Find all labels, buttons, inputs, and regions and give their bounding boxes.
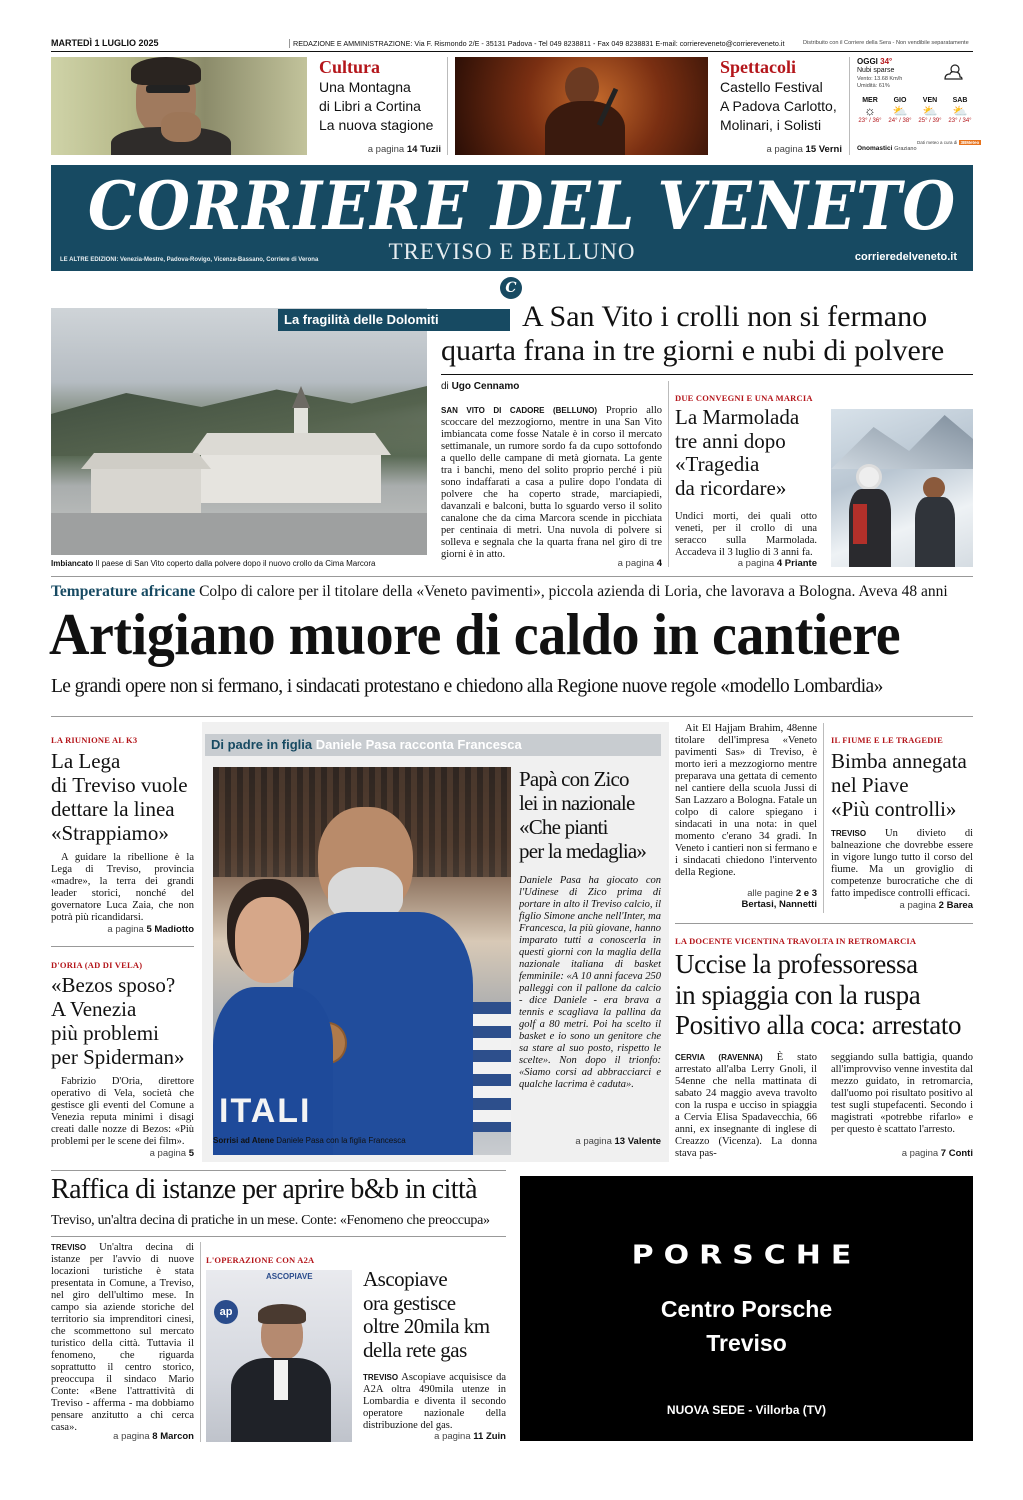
ref-page: 2 e 3 (795, 888, 817, 899)
bnb-ref[interactable] (51, 1431, 194, 1442)
caption-bold: Sorrisi ad Atene (213, 1136, 275, 1145)
ascopiave-body-text: Ascopiave acquisisce da A2A oltra 490mila utenze in Lombardia e diventa il secondo operatore nazionale della distribuzione del gas. (363, 1372, 506, 1431)
headline-line: «Bezos sposo? (51, 973, 176, 997)
marmolada-headline[interactable] (675, 406, 830, 500)
headline-line: più problemi (51, 1021, 159, 1045)
ruspa-body-1 (675, 1052, 817, 1160)
ref-author: Bertasi, Nannetti (741, 899, 817, 910)
ref-author: Valente (627, 1136, 661, 1147)
headline-line: lei in nazionale (519, 791, 635, 815)
weather-day-name: VEN (922, 97, 938, 104)
pasa-box (202, 722, 669, 1162)
bottom-column-divider (200, 1242, 201, 1442)
left-divider (51, 946, 194, 947)
doria-ref[interactable] (51, 1148, 194, 1159)
ref-page: 4 (776, 558, 783, 569)
ascopiave-dateline: TREVISO (363, 1373, 399, 1382)
main-summary-line (51, 583, 981, 601)
bnb-headline[interactable]: Raffica di istanze per aprire b&b in città (51, 1174, 477, 1205)
ref-prefix: a pagina (434, 1431, 471, 1442)
dolomiti-dateline: SAN VITO DI CADORE (BELLUNO) (441, 406, 597, 415)
caption-text: Daniele Pasa con la figlia Francesca (276, 1136, 406, 1145)
weather-day (855, 97, 885, 124)
weather-humidity: Umidità: 61% (857, 83, 890, 89)
headline-line: tre anni dopo (675, 428, 786, 453)
ascopiave-ref[interactable] (363, 1431, 506, 1442)
weather-source-brand: 3BMeteo (960, 140, 980, 145)
cultura-line-1[interactable]: Una Montagna (319, 79, 411, 95)
weather-condition: Nubi sparse (857, 67, 895, 74)
ref-prefix: a pagina (766, 144, 803, 155)
ref-prefix: a pagina (575, 1136, 612, 1147)
main-top-rule (51, 576, 973, 577)
headline-line: nel Piave (831, 773, 909, 797)
piave-headline[interactable] (831, 749, 976, 821)
headline-line: La Marmolada (675, 405, 800, 429)
weather-day-name: SAB (952, 97, 968, 104)
ref-page: 2 (938, 900, 944, 911)
cultura-line-2[interactable]: di Libri a Cortina (319, 98, 421, 114)
lega-headline[interactable] (51, 749, 196, 845)
headline-line: della rete gas (363, 1337, 467, 1362)
pasa-label-b: Daniele Pasa racconta Francesca (315, 737, 522, 752)
saints-label: Onomastici (857, 145, 893, 152)
weather-day-name: GIO (893, 97, 907, 104)
dolomiti-headline-1[interactable]: A San Vito i crolli non si fermano (522, 300, 928, 333)
dolomiti-byline (441, 381, 519, 392)
main-headline[interactable]: Artigiano muore di caldo in cantiere (49, 601, 901, 667)
address-line: REDAZIONE E AMMINISTRAZIONE: Via F. Rismondo 2/E - 35131 Padova - Tel 049 8238811 - Fax 049 8238831 E-mail: corriereveneto@corriereveneto.it (289, 39, 799, 48)
marmolada-photo[interactable] (831, 409, 973, 567)
partly-cloudy-icon: ⛅ (922, 104, 938, 118)
lega-kicker: LA RIUNIONE AL K3 (51, 735, 138, 745)
bottom-section-rule (51, 1170, 506, 1171)
main-body: Ait El Hajjam Brahim, 48enne titolare dell'impresa «Veneto pavimenti Sas» di Treviso, è morto ieri a mezzogiorno mentre preparava una gettata di cemento nel cantiere della scuola Jussi di San Lazzaro a Bologna. Fatale un colpo di calore spiegano i sindacati in una nota: in quel momento c'erano 34 gradi. In Veneto i cantieri non si fermano e i sindacati chiedono l'intervento della Regione. (675, 723, 817, 878)
main-summary: Colpo di calore per il titolare della «Veneto pavimenti», piccola azienda di Loria, che lavorava a Bologna. Aveva 48 anni (199, 583, 948, 600)
piave-ref[interactable] (831, 900, 973, 911)
dolomiti-body-text: Proprio allo scoccare del mezzogiorno, mentre in una San Vito imbiancata come fosse Natale è in corso il mercato settimanale, un rumore sordo fa da cupo sottofondo a quello delle campane di metà giornata. La gente tra i banchi, meno del solito proprio perché i più sono indaffarati a casa a pulire dopo l'ondata di polvere che ha coperto strade, marciapiedi, davanzali e balconi, butta lo sguardo verso il solito canalone che da cima Marcora scende in picchiata per centinaia di metri. Una nuvola di polvere si solleva e segnala che la quarta frana nel giro di tre giorni è in atto. (441, 405, 662, 560)
ruspa-kicker: LA DOCENTE VICENTINA TRAVOLTA IN RETROMARCIA (675, 936, 917, 946)
main-kicker: Temperature africane (51, 583, 196, 600)
ruspa-dateline: CERVIA (RAVENNA) (675, 1053, 763, 1062)
ref-prefix: a pagina (737, 558, 775, 569)
headline-line: da ricordare» (675, 475, 787, 500)
ref-page: 5 (188, 1148, 194, 1159)
headline-line: ora gestisce (363, 1290, 456, 1315)
partly-cloudy-icon: ⛅ (952, 104, 968, 118)
pasa-ref[interactable] (519, 1136, 661, 1147)
bnb-dateline: TREVISO (51, 1243, 87, 1252)
weather-day-temps: 23° / 34° (948, 118, 972, 124)
headline-line: per Spiderman» (51, 1045, 185, 1069)
ref-page: 11 (473, 1431, 484, 1442)
headline-rule (441, 374, 973, 375)
piave-dateline: TREVISO (831, 829, 867, 838)
ref-author: Zuin (485, 1431, 506, 1442)
website-link[interactable]: corrieredelveneto.it (854, 251, 957, 263)
weather-source (917, 140, 981, 145)
ref-prefix: a pagina (107, 924, 144, 935)
ref-page: 14 (406, 144, 418, 155)
ref-page: 4 (656, 558, 662, 569)
masthead-edition: TREVISO E BELLUNO (388, 239, 636, 264)
headline-line: Uccise la professoressa (675, 949, 918, 979)
ref-author: Barea (946, 900, 973, 911)
bnb-rule (51, 1236, 506, 1237)
spettacoli-line-1[interactable]: Castello Festival (720, 79, 823, 95)
ascopiave-headline[interactable] (363, 1268, 508, 1362)
main-ref[interactable] (675, 888, 817, 910)
main-subhead[interactable]: Le grandi opere non si fermano, i sindacati protestano e chiedono alla Regione nuove regole «modello Lombardia» (51, 676, 883, 697)
partly-cloudy-icon: ⛅ (892, 104, 908, 118)
byline-prefix: di (441, 381, 449, 392)
ref-author: Conti (948, 1148, 973, 1159)
dolomiti-headline-2[interactable]: quarta frana in tre giorni e nubi di polvere (441, 334, 945, 367)
doria-headline[interactable] (51, 973, 196, 1069)
column-divider (668, 381, 669, 567)
masthead (51, 165, 973, 271)
sun-icon: ☼ (864, 103, 876, 118)
headline-line: La Lega (51, 749, 121, 773)
headline-line: Positivo alla coca: arrestato (675, 1010, 962, 1040)
pasa-caption (213, 1136, 511, 1145)
spettacoli-line-2[interactable]: A Padova Carlotto, (720, 98, 837, 114)
ref-page: 8 (152, 1431, 158, 1442)
saints (857, 145, 917, 152)
ref-page: 7 (940, 1148, 947, 1159)
weather-day (945, 97, 975, 124)
porsche-footer: NUOVA SEDE - Villorba (TV) (666, 1403, 827, 1417)
spettacoli-ref[interactable] (720, 144, 842, 155)
caption-text: Il paese di San Vito coperto dalla polvere dopo il nuovo crollo da Cima Marcora (95, 559, 376, 568)
ascopiave-photo[interactable] (206, 1270, 352, 1442)
saints-names: Graziano (894, 146, 917, 152)
piave-body (831, 828, 973, 900)
weather-today-label: OGGI (857, 57, 878, 66)
bnb-body-text: Un'altra decina di istanze per l'avvio di nuove locazioni turistiche è stata presentata in Comune, a Treviso, nel giro dell'ultimo mese. In campo sia aziende storiche del territorio sia imprenditori cinesi, che scommettono sul mercato turistico della città. Tuttavia il fenomeno, che riguarda soprattutto il centro storico, preoccupa il sindaco Mario Conte: «Bene l'attrattività di Treviso - afferma - ma dobbiamo pensare anzitutto a chi cerca casa». (51, 1242, 194, 1433)
ref-page: 13 (614, 1136, 626, 1147)
weather-today (857, 57, 892, 66)
logo-badge: C (500, 277, 522, 299)
other-editions: LE ALTRE EDIZIONI: Venezia-Mestre, Padova-Rovigo, Vicenza-Bassano, Corriere di Verona (60, 257, 319, 263)
ruspa-headline[interactable] (675, 949, 975, 1041)
marmolada-ref[interactable] (675, 558, 817, 569)
headline-line: «Più controlli» (831, 797, 957, 821)
dolomiti-body (441, 405, 662, 565)
spettacoli-section: Spettacoli (720, 57, 796, 77)
masthead-title[interactable]: CORRIERE DEL VENETO (87, 167, 957, 245)
san-vito-caption (51, 559, 427, 568)
cultura-section: Cultura (319, 57, 381, 77)
porsche-ad[interactable] (520, 1176, 973, 1441)
ruspa-ref[interactable] (831, 1148, 973, 1159)
weather-day-name: MER (862, 97, 878, 104)
porsche-line-1: Centro Porsche (660, 1296, 833, 1322)
partly-cloudy-icon (941, 61, 965, 85)
spettacoli-line-3[interactable]: Molinari, i Solisti (720, 117, 822, 133)
headline-line: Ascopiave (363, 1267, 448, 1291)
doria-body: Fabrizio D'Oria, direttore operativo di Vela, società che gestisce gli eventi del Comune a Venezia reputa minimi i disagi creati dalle nozze di Bezos: «Più problemi per le scene dei film». (51, 1076, 194, 1147)
jersey-text: ITALI (219, 1092, 312, 1130)
weather-wind: Vento: 13.68 Km/h (857, 76, 903, 82)
ref-prefix: a pagina (113, 1431, 150, 1442)
marmolada-kicker: DUE CONVEGNI E UNA MARCIA (675, 393, 813, 403)
pasa-label (205, 734, 661, 756)
weather-day (915, 97, 945, 124)
main-bottom-rule (51, 716, 973, 717)
ref-author: Madiotto (154, 924, 194, 935)
bnb-subhead: Treviso, un'altra decina di pratiche in un mese. Conte: «Fenomeno che preoccupa» (51, 1213, 490, 1228)
headline-line: Bimba annegata (831, 749, 967, 773)
lega-ref[interactable] (51, 924, 194, 935)
headline-line: A Venezia (51, 997, 137, 1021)
pasa-headline[interactable] (519, 767, 669, 863)
top-rule (51, 51, 973, 52)
porsche-logo: PORSCHE (631, 1240, 862, 1271)
ascopiave-photo-brand: ASCOPIAVE (266, 1272, 313, 1281)
doria-kicker: D'ORIA (AD DI VELA) (51, 960, 143, 970)
byline-name: Ugo Cennamo (451, 381, 520, 392)
san-vito-photo[interactable] (51, 308, 427, 555)
distribution-note: Distribuito con il Corriere della Sera - Non vendibile separatamente (803, 40, 969, 46)
headline-line: in spiaggia con la ruspa (675, 979, 921, 1010)
weather-source-label: Dati meteo a cura di (917, 140, 958, 145)
dolomiti-ref[interactable] (600, 558, 662, 569)
ruspa-body-2: seggiando sulla battigia, quando all'improvviso venne investita dal mezzo guidato, in retromarcia, dall'uomo poi risultato positivo al test sugli stupefacenti. Secondo i magistrati «potrebbe rifarlo» e per questo è scattato l'arresto. (831, 1052, 973, 1135)
ref-prefix: a pagina (149, 1148, 187, 1159)
headline-line: Papà con Zico (519, 767, 629, 791)
piave-body-text: Un divieto di balneazione che dovrebbe essere in vigore lungo tutto il corso del fiume. Ma un groviglio di competenze burocratiche che di fatto impedisce controlli efficaci. (831, 828, 973, 899)
caption-bold: Imbiancato (51, 559, 94, 568)
weather-day-temps: 24° / 38° (888, 118, 912, 124)
headline-line: dettare la linea (51, 797, 175, 821)
ref-author: Verni (818, 144, 842, 155)
spettacoli-photo[interactable] (455, 57, 708, 155)
lega-body: A guidare la ribellione è la Lega di Treviso, provincia «madre», la terra dei grandi leader storici, nonché del governatore Luca Zaia, che non potrà più ricandidarsi. (51, 852, 194, 923)
weather-divider (849, 57, 850, 155)
ref-prefix: a pagina (617, 558, 655, 569)
ref-author: Marcon (160, 1431, 194, 1442)
weather-days (855, 97, 975, 127)
ref-prefix: a pagina (899, 900, 936, 911)
cultura-line-3[interactable]: La nuova stagione (319, 117, 434, 133)
headline-line: di Treviso vuole (51, 773, 188, 797)
cultura-photo[interactable] (51, 57, 307, 155)
cultura-ref[interactable] (319, 144, 441, 155)
ref-prefix: a pagina (367, 144, 405, 155)
weather-day (885, 97, 915, 124)
ref-author: Priante (784, 558, 817, 569)
piave-kicker: IL FIUME E LE TRAGEDIE (831, 735, 943, 745)
ref-prefix: a pagina (901, 1148, 939, 1159)
pasa-label-a: Di padre in figlia (211, 737, 313, 752)
bnb-body (51, 1242, 194, 1434)
headline-line: «Che pianti (519, 815, 608, 839)
ref-page: 5 (146, 924, 152, 935)
pasa-photo[interactable] (213, 767, 511, 1155)
ascopiave-body (363, 1372, 506, 1432)
headline-line: «Strappiamo» (51, 821, 169, 845)
porsche-line-2: Treviso (706, 1330, 787, 1356)
weather-day-temps: 23° / 36° (858, 118, 882, 124)
date-line: MARTEDÌ 1 LUGLIO 2025 (51, 38, 159, 48)
weather-box (855, 57, 980, 155)
right-column-divider (823, 723, 824, 913)
ruspa-body-text: È stato arrestato all'alba Lerry Gnoli, il 54enne che nella mattinata di sabato 24 maggio aveva travolto con la ruspa e ucciso in spiaggia a Cervia Elisa Spadavecchia, 66 anni, ex insegnante di inglese di Creazzo (Vicenza). La donna stava pas- (675, 1052, 818, 1159)
weather-today-temp: 34° (880, 57, 893, 66)
ref-prefix: alle pagine (747, 888, 794, 899)
headline-line: oltre 20mila km (363, 1314, 490, 1338)
ascopiave-photo-badge: ap (214, 1300, 238, 1324)
ascopiave-kicker: L'OPERAZIONE CON A2A (206, 1255, 315, 1265)
teaser-divider (447, 57, 448, 155)
marmolada-body: Undici morti, dei quali otto veneti, per il crollo di una seracco sulla Marmolada. Accadeva il 3 luglio di 3 anni fa. (675, 511, 817, 558)
weather-day-temps: 25° / 39° (918, 118, 942, 124)
headline-line: per la medaglia» (519, 839, 647, 863)
headline-line: «Tragedia (675, 452, 760, 476)
dolomiti-label: La fragilità delle Dolomiti (278, 309, 510, 331)
ruspa-top-rule (675, 923, 973, 924)
pasa-body: Daniele Pasa ha giocato con l'Udinese di Zico prima di portare in alto il Treviso calcio, il figlio Simone anche nell'Inter, ma Francesca, la più giovane, hanno imparato tutti a conoscerla in questi giorni con la maglia della nazionale italiana di basket femminile: «A 10 anni faceva 250 palleggi con il pallone da calcio - dice Daniele - era brava a tennis e scagliava la pallina da golf a 80 metri. Poi ha scelto il basket e io sono un genitore che sa stare al suo posto, rispetto le scelte». Non dopo il trionfo: «Siamo corsi ad abbracciarci e qualche lacrima è caduta». (519, 875, 661, 1090)
ref-page: 15 (805, 144, 817, 155)
ref-author: Tuzii (420, 144, 441, 155)
